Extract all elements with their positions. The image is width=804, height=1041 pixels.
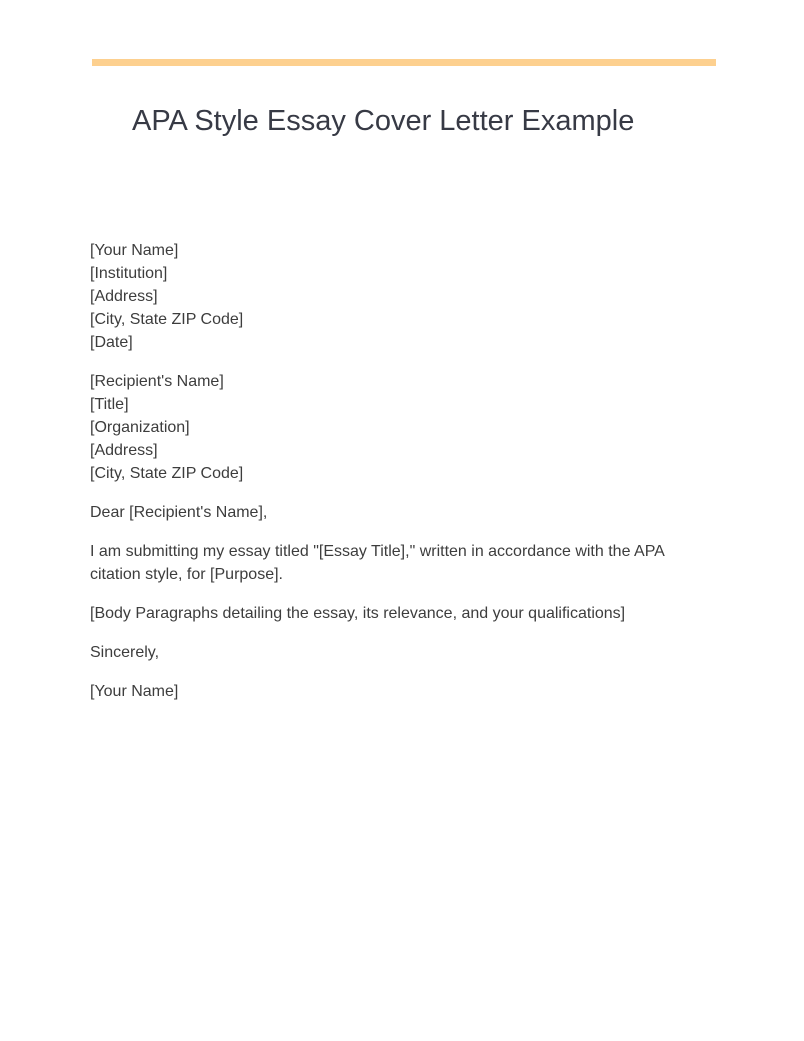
recipient-name: [Recipient's Name] (90, 373, 224, 390)
recipient-address-block (90, 370, 710, 485)
accent-bar (92, 59, 716, 66)
recipient-city-state-zip: [City, State ZIP Code] (90, 465, 244, 482)
intro-paragraph: I am submitting my essay titled "[Essay Title]," written in accordance with the APA citation style, for [Purpose]. (90, 543, 664, 583)
page-title: APA Style Essay Cover Letter Example (132, 105, 635, 137)
sender-address-block (90, 239, 710, 354)
sender-city-state-zip: [City, State ZIP Code] (90, 311, 244, 328)
closing: Sincerely, (90, 644, 160, 661)
letter-date: [Date] (90, 334, 133, 351)
sender-address: [Address] (90, 288, 158, 305)
recipient-organization: [Organization] (90, 419, 190, 436)
sender-name: [Your Name] (90, 242, 179, 259)
body-paragraph: [Body Paragraphs detailing the essay, its relevance, and your qualifications] (90, 605, 626, 622)
letter-body (90, 239, 710, 719)
salutation: Dear [Recipient's Name], (90, 504, 268, 521)
recipient-address: [Address] (90, 442, 158, 459)
recipient-title: [Title] (90, 396, 129, 413)
signature: [Your Name] (90, 683, 179, 700)
sender-institution: [Institution] (90, 265, 168, 282)
